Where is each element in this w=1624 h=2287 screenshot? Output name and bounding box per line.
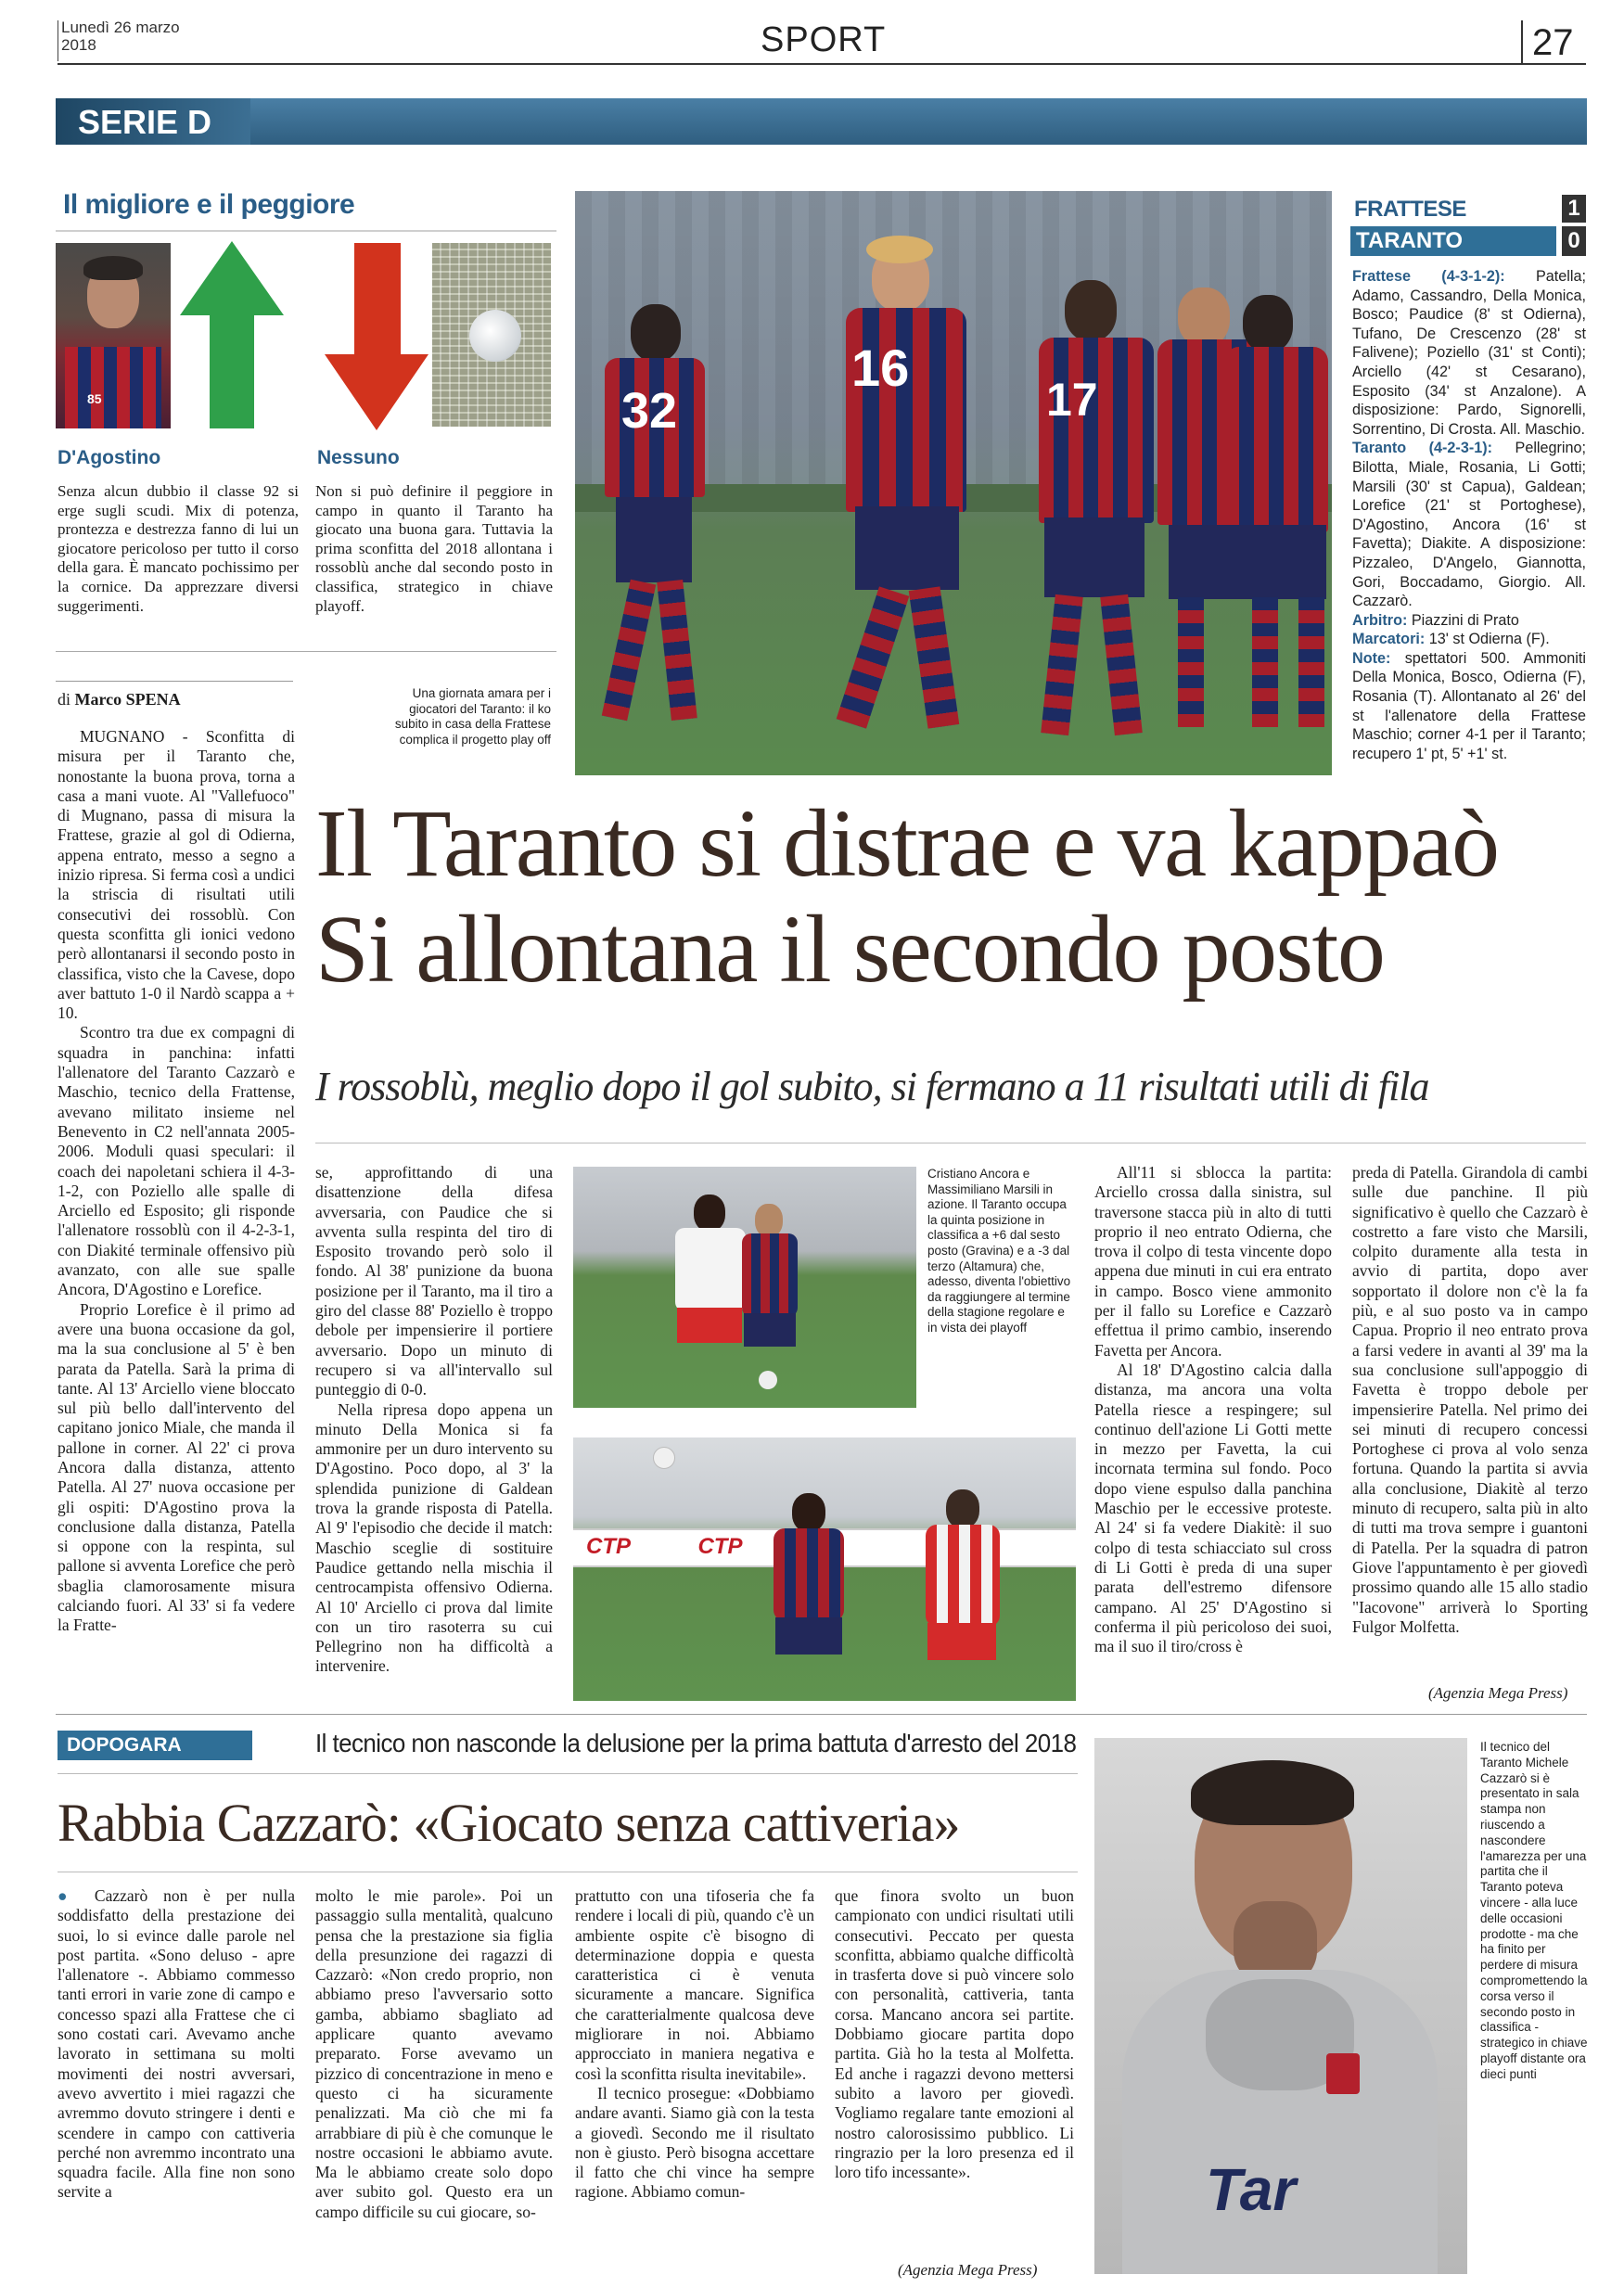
scorers-text: 13' st Odierna (F).	[1428, 631, 1550, 648]
article-paragraph: Proprio Lorefice è il primo ad avere una buona occasione da gol, ma la sua conclusione al 5' è ben parata da Patella. Sarà la prima di tante. Al 13' Arciello viene bloccato sul più bello dall'intervento del capitano jonico Miale, che manda il pallone in corner. Al 22' ci prova Ancora dalla distanza, attento Patella. Al 27' nuova occasione per gli ospiti: D'Agostino prova la conclusione dalla distanza, Patella si oppone con la respinta, sul pallone si avventa Lorefice che però sbaglia clamorosamente misura calciando fuori. Al 33' si fa vedere la Fratte-	[58, 1299, 295, 1635]
lineup-frattese	[1352, 267, 1586, 439]
worst-photo	[432, 243, 551, 427]
article-paragraph: Al 18' D'Agostino calcia dalla distanza, ma ancora una volta Patella riesce a respingere; sul continuo dell'azione Li Gotti mette in mezzo per Favetta, la cui incornata termina sul fondo. Poco dopo viene espulso dalla panchina Maschio per le eccessive proteste. Al 24' si fa vedere Diakitè: il suo colpo di testa schiacciato sul cross di Li Gotti è preda di una super parata dell'estremo difensore campano. Al 25' D'Agostino si conferma il più pericoloso dei suoi, ma il suo il tiro/cross è	[1094, 1360, 1332, 1656]
article-paragraph: se, approfittando di una disattenzione della difesa avversaria, con Paudice che si avventa sulla respinta del tiro di Esposito trovando però solo il fondo. Al 38' punizione da buona posizione per il Taranto, ma il tiro a giro del classe 88' Poziello è troppo debole per impensierire il portiere avversario. Dopo un minuto di recupero si va all'intervallo sul punteggio di 0-0.	[315, 1163, 553, 1399]
main-photo-caption: Una giornata amara per i giocatori del Taranto: il ko subito in casa della Frattese complica il progetto play off	[394, 686, 551, 747]
score-away: 0	[1562, 226, 1586, 256]
page-number: 27	[1532, 22, 1574, 63]
jersey-number: 32	[621, 383, 678, 439]
main-photo-players-celebrating	[575, 191, 1332, 775]
article-credit: (Agenzia Mega Press)	[1428, 1684, 1568, 1702]
arrow-up-icon	[176, 237, 288, 432]
date-line	[61, 19, 180, 54]
article-col-1	[58, 727, 295, 1636]
arrow-down-icon	[319, 239, 432, 434]
page-number-divider	[1521, 20, 1523, 65]
referee-label: Arbitro:	[1352, 611, 1408, 629]
lineups	[1352, 267, 1586, 763]
headline	[315, 790, 1595, 1003]
scorers-label: Marcatori:	[1352, 631, 1426, 648]
article-col-2	[315, 1163, 553, 1677]
scoreboard-home-row	[1350, 195, 1586, 223]
byline-prefix: di	[58, 690, 71, 709]
score-team-away: TARANTO	[1350, 226, 1556, 256]
referee-text: Piazzini di Prato	[1411, 611, 1519, 629]
jersey-number: 17	[1046, 374, 1098, 426]
lineup-taranto-label: Taranto (4-2-3-1):	[1352, 440, 1493, 457]
score-team-home: FRATTESE	[1354, 197, 1466, 222]
best-player-text: Senza alcun dubbio il classe 92 si erge sugli scudi. Mix di potenza, prontezza e destrezza fanno di lui un giocatore pericoloso per tutto il corso della gara. È mancato pochissimo per la cornice. Da apprezzare diversi suggerimenti.	[58, 482, 299, 615]
dopogara-col-3	[575, 1886, 814, 2203]
bullet-icon: ●	[58, 1886, 80, 1905]
dopogara-col-4	[835, 1886, 1074, 2182]
byline-author: Marco SPENA	[74, 690, 181, 709]
match-notes-label: Note:	[1352, 649, 1391, 667]
best-player-name: D'Agostino	[58, 447, 161, 468]
article-paragraph: preda di Patella. Girandola di cambi sulle due panchine. Il più significativo è quello che Cazzarò è costretto a fare visto che Marsili, colpito duramente alla testa in avvio di partita, dopo aver sopportato il dolore non c'è la fa più, e al suo posto va in campo Capua. Proprio il neo entrato prova a farsi vedere in avanti al 39' ma la sua conclusione sull'appoggio di Favetta è troppo debole per impensierire Patella. Nel primo dei sei minuti di recupero concessi Portoghese ci prova al volo senza fortuna. Quando la partita si avvia alla conclusione, Diakitè al terzo minuto di recupero, salta più in alto di tutti ma trova sempre i guantoni di Patella. Per la squadra di patron Giove l'appuntamento è per giovedì prossimo quando alle 15 allo stadio "Iacovone" arriverà lo Sporting Fulgor Molfetta.	[1352, 1163, 1588, 1636]
dopogara-col-2	[315, 1886, 553, 2222]
article-col-4	[1352, 1163, 1588, 1637]
best-worst-bottom-rule	[56, 651, 556, 652]
worst-player-name: Nessuno	[317, 447, 400, 468]
best-worst-title-underline	[56, 230, 556, 232]
scoreboard-away-row	[1350, 226, 1586, 256]
match-action-photo-2	[573, 1437, 1076, 1701]
ad-text: CTP	[586, 1534, 631, 1559]
jersey-number: 16	[851, 339, 910, 397]
dopogara-col-1	[58, 1886, 295, 2203]
dopogara-credit: (Agenzia Mega Press)	[898, 2261, 1038, 2279]
scorers	[1352, 630, 1586, 649]
article-paragraph: Scontro tra due ex compagni di squadra in panchina: infatti l'allenatore del Taranto Cazzarò e Maschio, tecnico della Frattense, avevano militato insieme nel Benevento in C2 nell'annata 2005-2006. Moduli quasi speculari: il coach dei napoletani schiera il 4-3-1-2, con Poziello alle spalle di Arciello ed Esposito; gli risponde l'allenatore rossoblù con il 4-2-3-1, con Diakité terminale offensivo più avanzato, con alle sue spalle Ancora, D'Agostino e Lorefice.	[58, 1023, 295, 1299]
score-home: 1	[1562, 195, 1586, 223]
subheadline-rule	[315, 1143, 1586, 1144]
dopogara-kicker: Il tecnico non nasconde la delusione per la prima battuta d'arresto del 2018	[315, 1729, 1077, 1757]
article-col-3	[1094, 1163, 1332, 1656]
match-notes-text: spettatori 500. Ammoniti Della Monica, Bosco, Odierna (F), Rosania (T). Allontanato al 26' del st l'allenatore della Frattese Maschio; corner 4-1 per il Taranto; recupero 1' pt, 5' +1' st.	[1352, 649, 1587, 762]
match-action-photo-1-caption: Cristiano Ancora e Massimiliano Marsili in azione. Il Taranto occupa la quinta posizione in classifica a +6 dal sesto posto (Gravina) e a -3 dal terzo (Altamura) che, adesso, diventa l'obiettivo da raggiungere al termine della stagione regolare e in vista dei playoff	[927, 1167, 1071, 1335]
article-paragraph: Nella ripresa dopo appena un minuto Della Monica si fa ammonire per un duro intervento su D'Agostino. Poco dopo, al 3' la splendida punizione di Galdean trova la grande risposta di Patella. Al 9' l'episodio che decide il match: Maschio sceglie di sostituire Paudice gettando nella mischia il centrocampista offensivo Odierna. Al 10' Arciello ci prova dal limite con un tiro rasoterra su cui Pellegrino non ha difficoltà a intervenire.	[315, 1399, 553, 1676]
dopogara-text: Cazzarò non è per nulla soddisfatto della prestazione dei suoi, lo si evince dalle parole nel post partita. «Sono deluso - apre l'allenatore -. Abbiamo commesso tanti errori in varie zone di campo e concesso spazi alla Frattese che ci sono costati cari. Avevamo anche lavorato in settimana su molti movimenti dei nostri avversari, avevo avvertito i miei ragazzi che avremmo dovuto stringere i denti e scendere in campo con cattiveria perché non avremmo incontrato una squadra facile. Alla fine non sono servite a	[58, 1886, 295, 2202]
byline	[58, 690, 181, 709]
headline-line-2: Si allontana il secondo posto	[315, 896, 1385, 1003]
lineup-taranto	[1352, 439, 1586, 610]
date-day: Lunedì 26 marzo	[61, 19, 180, 36]
dopogara-label: DOPOGARA	[58, 1731, 252, 1760]
lineup-taranto-text: Pellegrino; Bilotta, Miale, Rosania, Li Gotti; Marsili (30' st Capua), Galdean; Lorefice (21' st Portoghese), D'Agostino, Ancora (16' st Favetta); Diakite. A disposizione: Pizzaleo, D'Angelo, Giannotta, Gori, Boccadamo, Giorgio. All. Cazzarò.	[1352, 440, 1587, 610]
article-paragraph: All'11 si sblocca la partita: Arciello crossa dalla sinistra, sul traversone stacca più in alto di tutti proprio il neo entrato Odierna, che trova il colpo di testa vincente dopo appena due minuti in cui era entrato in campo. Bosco viene ammonito per il fallo su Lorefice e Cazzarò effettua il primo cambio, inserendo Favetta per Ancora.	[1094, 1163, 1332, 1360]
worst-player-text: Non si può definire il peggiore in campo in quanto il Taranto ha giocato una buona gara. Tuttavia la prima sconfitta del 2018 allontana i rossoblù anche dal secondo posto in classifica, strategico in chiave playoff.	[315, 482, 553, 615]
coach-photo-caption: Il tecnico del Taranto Michele Cazzarò si è presentato in sala stampa non riuscendo a nascondere l'amarezza per una partita che il Taranto poteva vincere - alla luce delle occasioni prodotte - ma che ha finito per perdere di misura compromettendo la corsa verso il secondo posto in classifica - strategico in chiave playoff distante ora dieci punti	[1480, 1740, 1588, 2081]
section-title: SPORT	[761, 20, 887, 59]
coach-photo: Tar	[1094, 1738, 1467, 2274]
section-banner	[56, 98, 1587, 145]
dopogara-headline: Rabbia Cazzarò: «Giocato senza cattiveria»	[58, 1793, 960, 1853]
dopogara-paragraph: Il tecnico prosegue: «Dobbiamo andare avanti. Siamo già con la testa a giovedì. Secondo me il risultato non è giusto. Però bisogna accettare il fatto che chi vince ha sempre ragione. Abbiamo comun-	[575, 2083, 814, 2202]
header-rule	[58, 63, 1586, 65]
best-player-photo: 85	[56, 243, 171, 428]
match-action-photo-1	[573, 1167, 916, 1408]
dopogara-text: que finora svolto un buon campionato con undici risultati utili consecutivi. Peccato per questa sconfitta, abbiamo qualche difficoltà in trasferta dove si può vincere solo con personalità, cattiveria, tanta corsa. Mancano ancora sei partite. Dobbiamo giocare partita dopo partita. Già ho la testa al Molfetta. Ed anche i ragazzi devono mettersi subito a lavoro per giovedì. Vogliamo regalare tante emozioni al nostro calorosissimo pubblico. Li ringrazio per la loro presenza ed il loro tifo incessante».	[835, 1886, 1074, 2182]
best-worst-title: Il migliore e il peggiore	[63, 189, 355, 220]
dopogara-paragraph: prattutto con una tifoseria che fa rendere i locali di più, quando c'è un ambiente ospite c'è bisogno di determinazione doppia e questa caratteristica ci è venuta sicuramente a mancare. Significa che caratterialmente qualcosa deve migliorare in noi. Abbiamo approcciato in maniera negativa e così la sconfitta risulta inevitabile».	[575, 1886, 814, 2083]
advertising-board	[586, 1534, 742, 1560]
section-banner-label: SERIE D	[78, 103, 212, 141]
match-notes	[1352, 649, 1586, 764]
byline-rule	[56, 681, 293, 682]
lineup-frattese-text: Patella; Adamo, Cassandro, Della Monica, Bosco; Paudice (8' st Odierna), Tufano, De Crescenzo (28' st Falivene); Poziello (31' st Conti); Arciello (42' st Cesarano), Esposito (34' st Anzalone). A disposizione: Pardo, Signorelli, Sorrentino, Di Crosta. All. Maschio.	[1352, 268, 1586, 438]
ad-text: CTP	[697, 1534, 743, 1559]
lineup-frattese-label: Frattese (4-3-1-2):	[1352, 268, 1505, 285]
dopogara-text: molto le mie parole». Poi un passaggio sulla mentalità, qualcuno pensa che la prestazione sia figlia della presunzione dei ragazzi di Cazzarò: «Non credo proprio, non abbiamo preso l'avversario sotto gamba, abbiamo sbagliato ad applicare quanto avevamo preparato. Forse avevamo un pizzico di concentrazione in meno e questo ci ha sicuramente penalizzati. Ma ciò che mi fa arrabbiare di più è che comunque le nostre occasioni le abbiamo avute. Ma le abbiamo create solo dopo aver subito gol. Questo era un campo difficile su cui giocare, so-	[315, 1886, 553, 2221]
headline-line-1: Il Taranto si distrae e va kappaò	[315, 790, 1499, 897]
article-paragraph: MUGNANO - Sconfitta di misura per il Taranto che, nonostante la buona prova, torna a casa a mani vuote. Al "Vallefuoco" di Mugnano, passa di misura la Frattese, grazie al gol di Odierna, appena entrato, messo a segno a inizio ripresa. Si ferma così a undici la striscia di risultati utili consecutivi dei rossoblù. Con questa sconfitta gli ionici vedono però allontanarsi il secondo posto in classifica, visto che la Cavese, dopo aver battuto 1-0 il Nardò scappa a + 10.	[58, 727, 295, 1023]
date-year: 2018	[61, 36, 96, 54]
section-divider	[56, 1714, 1587, 1715]
subheadline: I rossoblù, meglio dopo il gol subito, si fermano a 11 risultati utili di fila	[315, 1064, 1429, 1109]
referee	[1352, 611, 1586, 631]
dopogara-kicker-rule	[58, 1773, 1078, 1774]
